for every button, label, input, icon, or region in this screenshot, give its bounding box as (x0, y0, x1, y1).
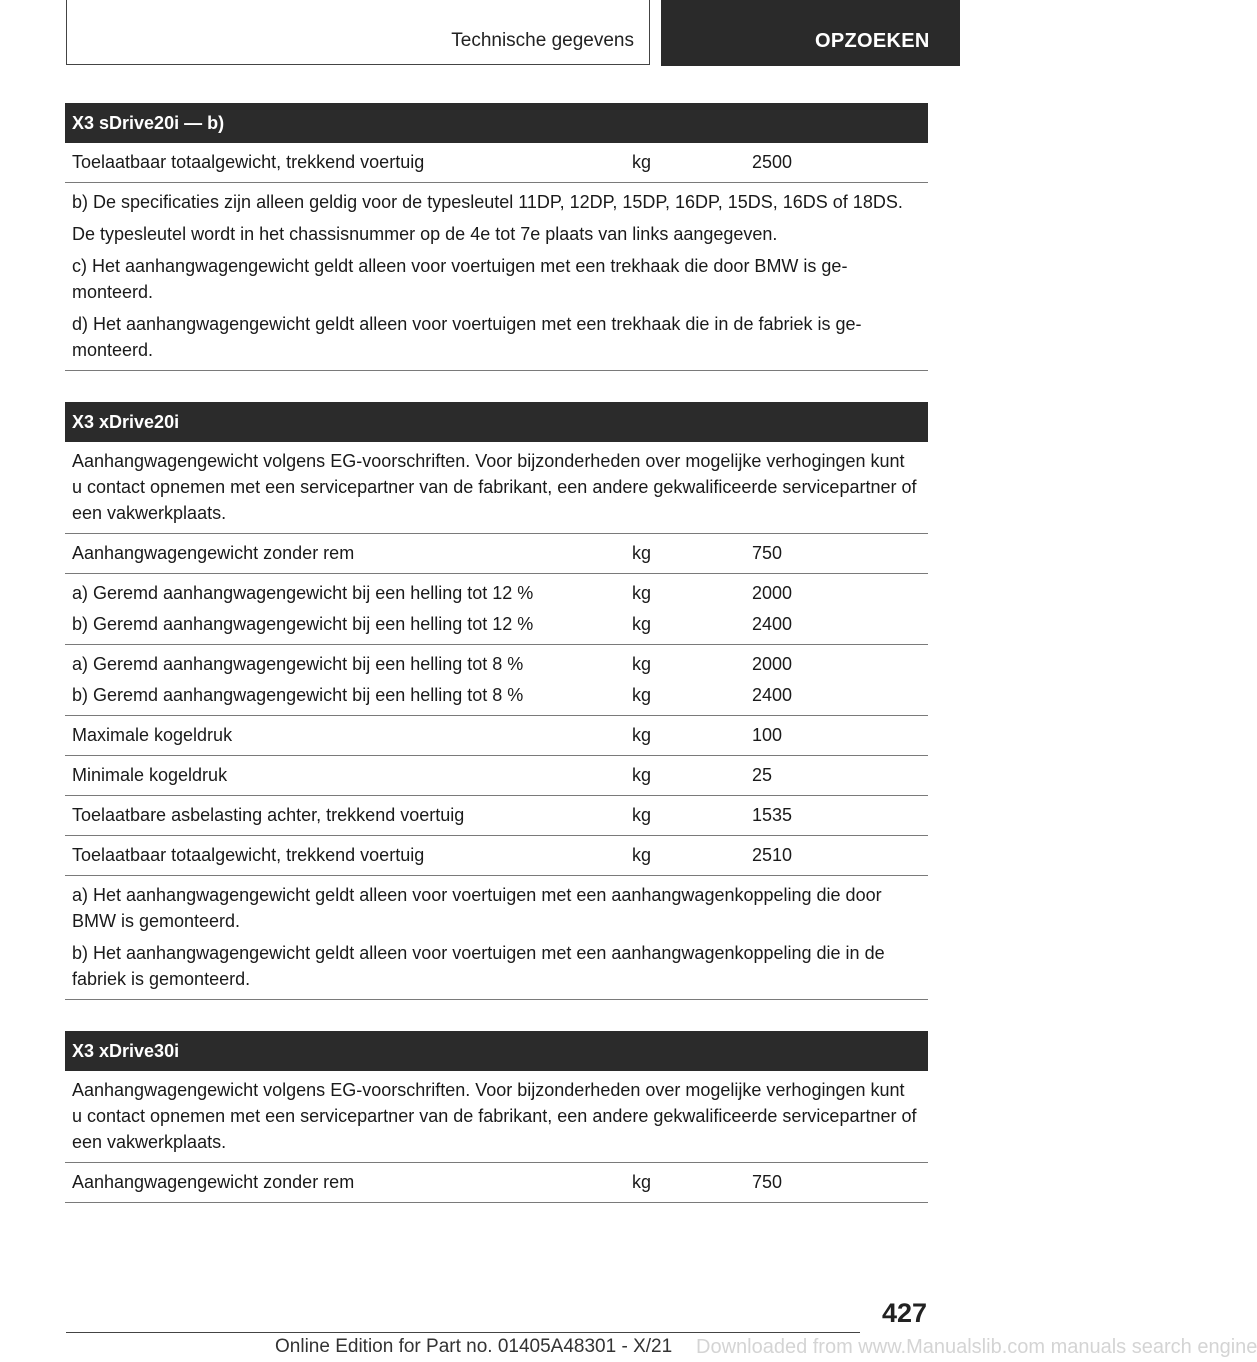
row-unit: kg (632, 685, 652, 705)
table-row (65, 796, 928, 836)
footnote: c) Het aanhangwagengewicht geldt alleen voor voertuigen met een trekhaak die door BMW is gemonteerd. (72, 256, 848, 302)
row-label: Minimale kogeldruk (72, 765, 228, 785)
watermark-text: Downloaded from www.Manualslib.com manuals search engine (696, 1336, 1257, 1358)
table-row (65, 534, 928, 574)
row-unit: kg (632, 845, 652, 865)
row-value: 25 (752, 765, 773, 785)
table-row (65, 143, 928, 183)
row-value: 2400 (752, 614, 793, 634)
table-row (65, 836, 928, 876)
header-rule-mid (649, 0, 650, 64)
table-row (65, 1163, 928, 1203)
table-intro (65, 1071, 928, 1163)
row-value: 2400 (752, 685, 793, 705)
footnote: b) De specificaties zijn alleen geldig voor de typesleutel 11DP, 12DP, 15DP, 16DP, 15DS, 16DS of 18DS. (72, 192, 903, 212)
row-label: b) Geremd aanhangwagengewicht bij een helling tot 8 % (72, 685, 524, 705)
row-value: 750 (752, 543, 783, 563)
footnote: a) Het aanhangwagengewicht geldt alleen voor voertuigen met een aanhangwagenkoppeling die door BMW is gemonteerd. (72, 885, 882, 931)
footnote: De typesleutel wordt in het chassisnummer op de 4e tot 7e plaats van links aangegeven. (72, 224, 778, 244)
footer-rule (66, 1332, 860, 1333)
row-unit: kg (632, 543, 652, 563)
row-value: 2510 (752, 845, 793, 865)
row-value: 2000 (752, 654, 793, 674)
footnotes (65, 183, 928, 371)
table-title-sdrive20i: X3 sDrive20i — b) (65, 103, 928, 143)
intro-text: Aanhangwagengewicht volgens EG-voorschriften. Voor bijzonderheden over mogelijke verhogingen kunt u contact opnemen met een servicepartner van de fabrikant, een andere gekwalificeerde servicepartner of een vakwerkplaats. (72, 451, 917, 523)
page-number: 427 (881, 1298, 927, 1328)
row-label: Maximale kogeldruk (72, 725, 233, 745)
row-label: Toelaatbaar totaalgewicht, trekkend voertuig (72, 845, 425, 865)
row-unit: kg (632, 654, 652, 674)
row-value: 2500 (752, 152, 793, 172)
header-rule-left (66, 0, 67, 64)
table-title-xdrive20i: X3 xDrive20i (65, 402, 928, 442)
table-row (65, 716, 928, 756)
row-unit: kg (632, 805, 652, 825)
edition-text: Online Edition for Part no. 01405A48301 - X/21 (275, 1336, 673, 1357)
footnotes (65, 876, 928, 1000)
row-label: Aanhangwagengewicht zonder rem (72, 1172, 355, 1192)
row-label: Toelaatbare asbelasting achter, trekkend voertuig (72, 805, 465, 825)
row-label: Aanhangwagengewicht zonder rem (72, 543, 355, 563)
row-label: a) Geremd aanhangwagengewicht bij een helling tot 8 % (72, 654, 524, 674)
intro-text: Aanhangwagengewicht volgens EG-voorschriften. Voor bijzonderheden over mogelijke verhogingen kunt u contact opnemen met een servicepartner van de fabrikant, een andere gekwalificeerde servicepartner of een vakwerkplaats. (72, 1080, 917, 1152)
table-row (65, 645, 928, 716)
row-label: b) Geremd aanhangwagengewicht bij een helling tot 12 % (72, 614, 534, 634)
row-unit: kg (632, 765, 652, 785)
header-rule-bottom (66, 64, 650, 65)
row-label: a) Geremd aanhangwagengewicht bij een helling tot 12 % (72, 583, 534, 603)
row-value: 750 (752, 1172, 783, 1192)
table-title-xdrive30i: X3 xDrive30i (65, 1031, 928, 1071)
row-label: Toelaatbaar totaalgewicht, trekkend voertuig (72, 152, 425, 172)
page-header (0, 0, 960, 66)
section-title: Technische gegevens (451, 30, 634, 51)
footnote: d) Het aanhangwagengewicht geldt alleen voor voertuigen met een trekhaak die in de fabriek is gemonteerd. (72, 314, 862, 360)
page-content (65, 103, 928, 1203)
table-row (65, 574, 928, 645)
footnote: b) Het aanhangwagengewicht geldt alleen voor voertuigen met een aanhangwagenkoppeling die in de fabriek is gemonteerd. (72, 943, 885, 989)
row-value: 100 (752, 725, 783, 745)
row-value: 1535 (752, 805, 793, 825)
row-unit: kg (632, 152, 652, 172)
row-unit: kg (632, 725, 652, 745)
table-intro (65, 442, 928, 534)
lookup-tab[interactable]: OPZOEKEN (661, 0, 960, 66)
row-unit: kg (632, 1172, 652, 1192)
row-value: 2000 (752, 583, 793, 603)
row-unit: kg (632, 583, 652, 603)
table-row (65, 756, 928, 796)
row-unit: kg (632, 614, 652, 634)
